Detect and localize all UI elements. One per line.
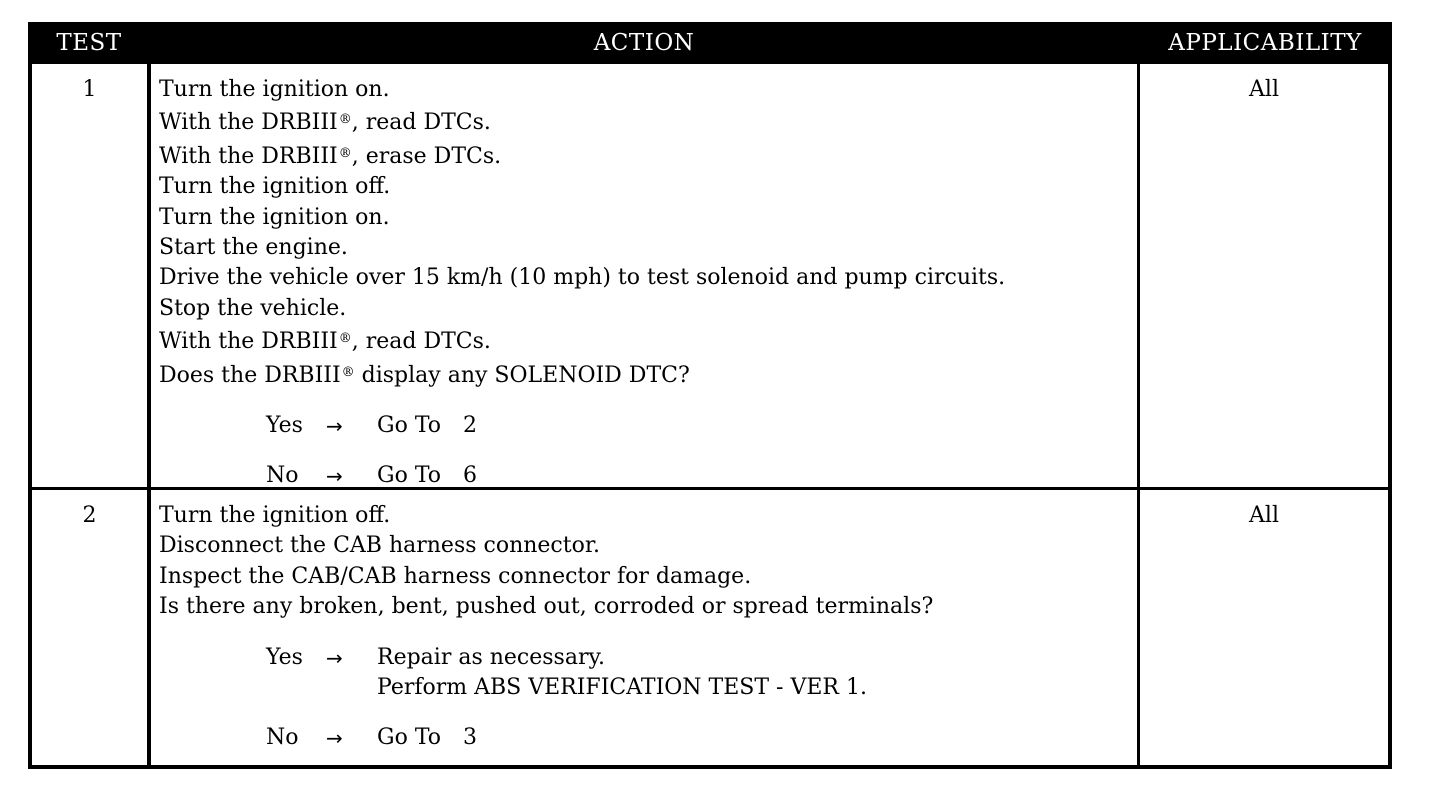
goto-target: 6 (463, 463, 478, 489)
right-arrow-icon: → (326, 414, 343, 439)
right-arrow-icon: → (326, 725, 343, 750)
goto-target: 3 (463, 724, 478, 750)
diagnostic-test-table (28, 22, 1392, 769)
answer-line: Repair as necessary. (377, 644, 605, 670)
action-step: Inspect the CAB/CAB harness connector for damage. (159, 563, 752, 589)
answer-line: Perform ABS VERIFICATION TEST - VER 1. (377, 674, 867, 700)
answer-list (266, 411, 1129, 491)
answer-no (266, 461, 1129, 491)
answer-result: Go To 2 (377, 413, 478, 439)
action-step: With the DRBIII®, erase DTCs. (159, 143, 502, 169)
table-header-row (28, 22, 1392, 64)
action-step: Drive the vehicle over 15 km/h (10 mph) to test solenoid and pump circuits. (159, 265, 1006, 291)
action-step: Turn the ignition on. (159, 204, 390, 230)
answer-result: Go To 3 (377, 724, 478, 750)
action-step: With the DRBIII®, read DTCs. (159, 329, 491, 355)
answer-no (266, 723, 1129, 753)
registered-mark: ® (338, 331, 352, 347)
table-row (32, 490, 1388, 765)
action-cell (159, 75, 1129, 491)
applicability-value: All (1249, 503, 1279, 528)
table-row (32, 64, 1388, 487)
answer-yes (266, 411, 1129, 441)
registered-mark: ® (341, 364, 355, 380)
applicability-value: All (1249, 77, 1279, 102)
goto-target: 2 (463, 413, 478, 439)
action-step: Turn the ignition on. (159, 77, 390, 102)
answer-word: Yes (266, 644, 303, 670)
action-step: Turn the ignition off. (159, 503, 391, 528)
action-step: Turn the ignition off. (159, 174, 391, 200)
answer-yes (266, 643, 1129, 703)
answer-list (266, 643, 1129, 753)
answer-result: Go To 6 (377, 463, 478, 489)
header-action: ACTION (593, 30, 695, 56)
test-number: 2 (82, 503, 97, 528)
header-applicability: APPLICABILITY (1168, 30, 1362, 56)
answer-result (377, 643, 867, 703)
header-test: TEST (56, 30, 122, 56)
action-step: Does the DRBIII® display any SOLENOID DTC? (159, 362, 690, 388)
action-step: Stop the vehicle. (159, 295, 347, 321)
action-step: Disconnect the CAB harness connector. (159, 533, 600, 559)
right-arrow-icon: → (326, 645, 343, 670)
action-step: With the DRBIII®, read DTCs. (159, 110, 491, 136)
right-arrow-icon: → (326, 464, 343, 489)
answer-word: No (266, 724, 299, 750)
answer-word: Yes (266, 413, 303, 439)
action-step: Is there any broken, bent, pushed out, corroded or spread terminals? (159, 594, 934, 620)
answer-word: No (266, 463, 299, 489)
registered-mark: ® (338, 145, 352, 161)
action-step: Start the engine. (159, 235, 348, 261)
action-cell (159, 501, 1129, 753)
registered-mark: ® (338, 112, 352, 128)
test-number: 1 (82, 77, 97, 102)
